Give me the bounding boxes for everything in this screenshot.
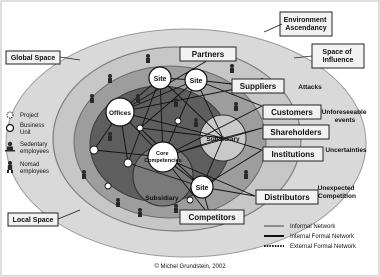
site-right-label: Site	[189, 78, 203, 85]
attacks-label: Attacks	[298, 84, 322, 91]
subsidiary-bottom-label: Subsidiary	[145, 195, 179, 202]
core-line-1: Core	[155, 151, 169, 157]
business-unit-legend-icon	[7, 125, 14, 132]
business-unit-line-2: Unit	[20, 130, 31, 136]
environment-line-1: Environment	[283, 17, 327, 24]
environment-line-2: Ascendancy	[285, 25, 327, 32]
partners-label: Partners	[191, 50, 225, 59]
project-legend-icon	[7, 112, 13, 118]
sedentary-line-1: Sedentary	[20, 142, 48, 148]
unexpected-label	[318, 185, 357, 200]
uncertainties-label: Uncertainties	[325, 147, 367, 154]
unexpected-line-2: Competition	[318, 193, 356, 200]
site-bottom-label: Site	[195, 185, 209, 192]
institutions-label: Institutions	[271, 150, 315, 159]
core-line-2: Competencies	[144, 158, 182, 164]
environment-callout-label	[284, 17, 329, 32]
external-legend-label: External Formal Network	[290, 244, 357, 250]
influence-line-2: Influence	[322, 57, 354, 64]
environment-callout-box	[280, 12, 332, 36]
project-legend-label: Project	[20, 113, 39, 119]
global-space-label: Global Space	[10, 55, 56, 62]
nomad-line-2: employees	[20, 169, 50, 175]
sedentary-legend-label	[20, 142, 49, 155]
internal-legend-label: Internal Formal Network	[290, 234, 355, 240]
sedentary-line-2: employees	[20, 149, 50, 155]
customers-label: Customers	[271, 108, 313, 117]
offices-label: Offices	[108, 110, 132, 117]
core-competencies-node	[148, 142, 178, 172]
influence-line-1: Space of	[322, 49, 352, 56]
copyright-text: © Michel Grundstein, 2002	[154, 264, 226, 270]
unforeseeable-line-1: Unforeseeable	[321, 109, 367, 116]
suppliers-label: Suppliers	[239, 82, 277, 91]
site-top-label: Site	[153, 76, 167, 83]
influence-callout-box	[312, 44, 364, 68]
unforeseeable-line-2: events	[334, 117, 356, 124]
subsidiary-right-label: Subsidiary	[206, 136, 240, 143]
local-space-label: Local Space	[12, 217, 54, 224]
nomad-line-1: Nomad	[20, 162, 40, 168]
distributors-label: Distributors	[264, 193, 310, 202]
informal-legend-label: Informal Network	[290, 224, 336, 230]
unexpected-line-1: Unexpected	[317, 185, 355, 192]
business-unit-line-1: Business	[20, 123, 45, 129]
shareholders-label: Shareholders	[270, 128, 322, 137]
influence-callout-label	[322, 49, 353, 64]
competitors-label: Competitors	[188, 213, 236, 222]
